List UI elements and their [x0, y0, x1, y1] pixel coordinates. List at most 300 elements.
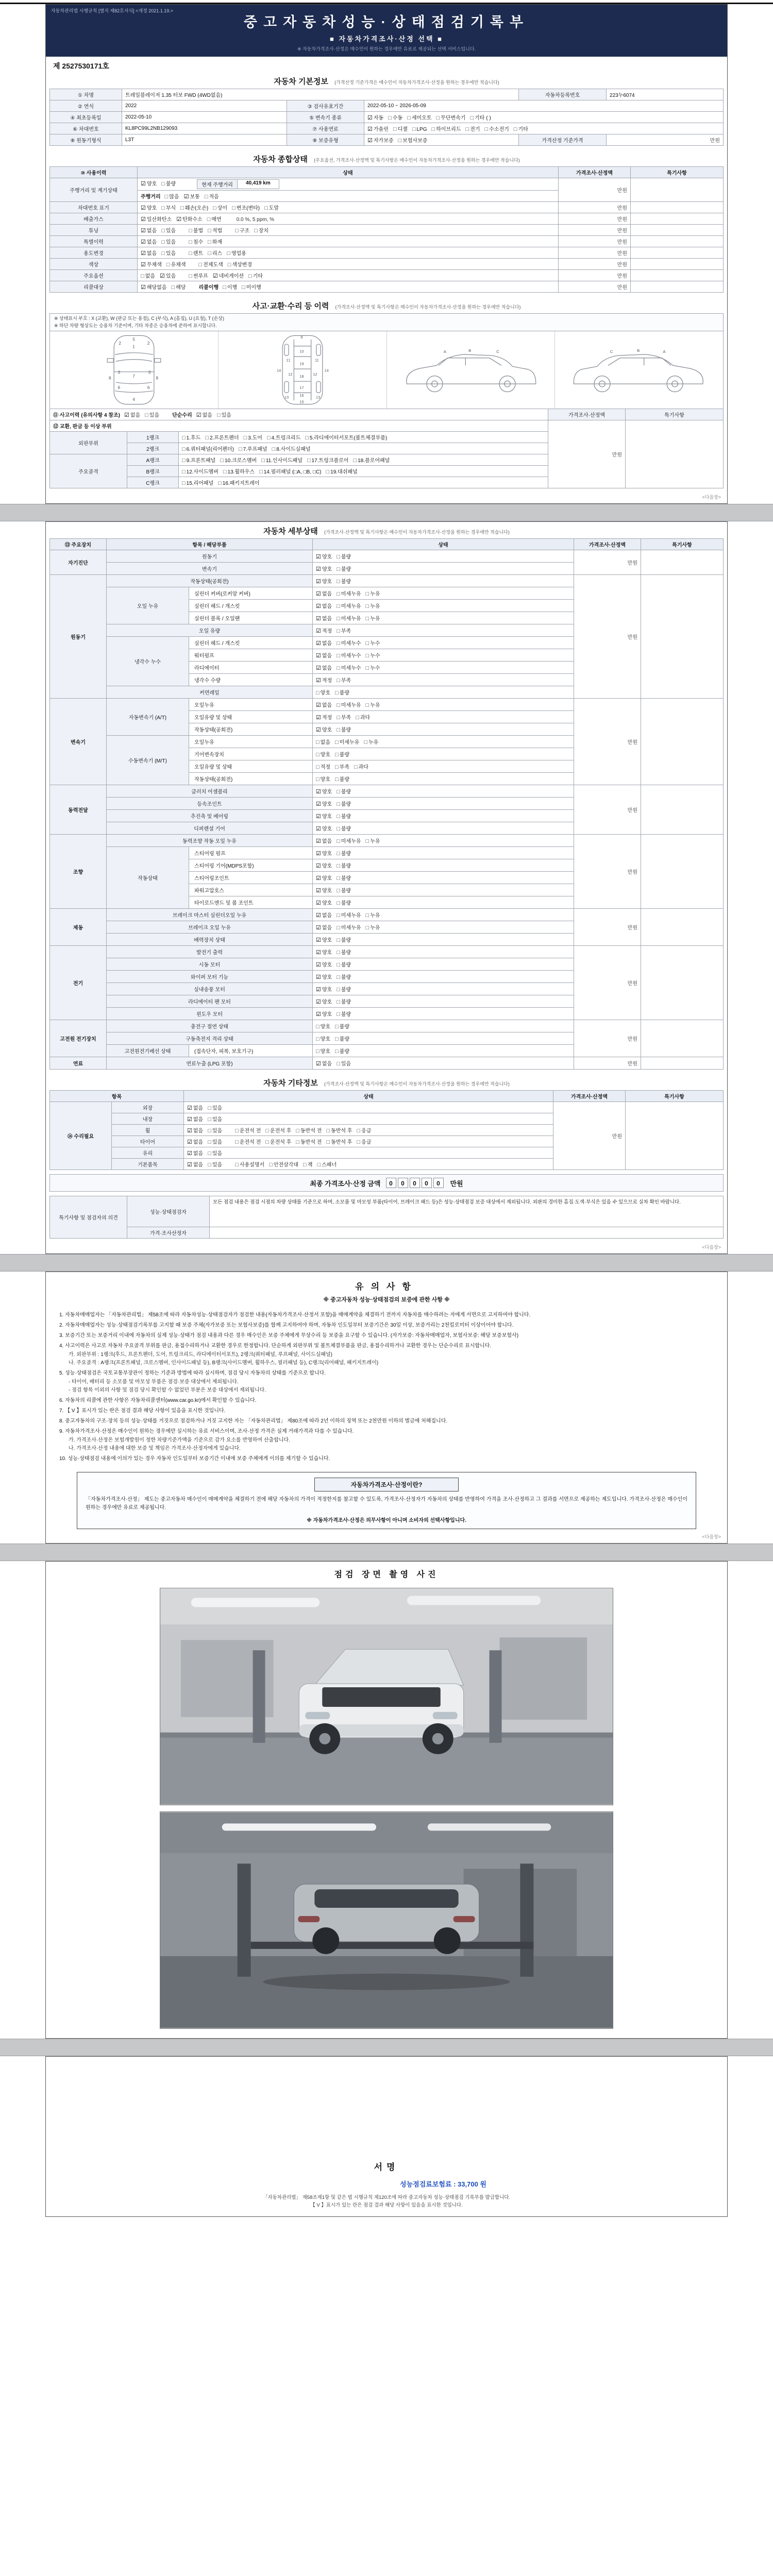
- checkbox-불량[interactable]: □ 불량: [337, 789, 351, 795]
- checkbox-동반석 후[interactable]: □ 동반석 후: [326, 1139, 352, 1145]
- document-subtitle: ■ 자동차가격조사·산정 선택 ■: [329, 35, 443, 43]
- checkbox-양호[interactable]: ☑ 양호: [316, 801, 332, 807]
- checkbox-썬루프[interactable]: □ 썬루프: [189, 273, 208, 279]
- checkbox-18.플로어패널[interactable]: □ 18.플로어패널: [353, 457, 390, 464]
- checkbox-불법[interactable]: □ 불법: [189, 228, 204, 234]
- checkbox-양호[interactable]: ☑ 양호: [316, 579, 332, 585]
- checkbox-있음[interactable]: □ 있음: [208, 1105, 223, 1111]
- checkbox-불량[interactable]: □ 불량: [337, 974, 351, 980]
- checkbox-2.프론트펜더[interactable]: □ 2.프론트펜더: [205, 435, 239, 441]
- checkbox-구조[interactable]: □ 구조: [235, 228, 250, 234]
- checkbox-불량[interactable]: □ 불량: [335, 776, 349, 783]
- checkbox-13.휠하우스[interactable]: □ 13.휠하우스: [223, 469, 255, 475]
- checkbox-불량[interactable]: □ 불량: [337, 888, 351, 894]
- notice-items: [46, 1307, 727, 1466]
- panel-parts-cell: [179, 466, 548, 477]
- column-header: ⑬ 주요장치: [50, 539, 107, 550]
- fee-label: 성능점검료보험료 :: [400, 2180, 456, 2188]
- checkbox-미이행[interactable]: □ 미이행: [242, 284, 261, 291]
- checkbox-변조(변타)[interactable]: □ 변조(변타): [232, 205, 260, 211]
- price-cell: 만원: [548, 420, 626, 488]
- checkbox-없음[interactable]: ☑ 없음: [187, 1128, 204, 1134]
- checkbox-적법[interactable]: □ 적법: [208, 228, 223, 234]
- status-cell: [313, 1057, 574, 1070]
- checkbox-하이브리드[interactable]: □ 하이브리드: [431, 126, 461, 132]
- checkbox-5.라디에이터서포트(볼트체결부품)[interactable]: □ 5.라디에이터서포트(볼트체결부품): [305, 435, 388, 441]
- note-cell: [641, 1020, 724, 1057]
- checkbox-리스[interactable]: □ 리스: [208, 250, 223, 257]
- checkbox-동반석 후[interactable]: □ 동반석 후: [326, 1128, 352, 1134]
- checkbox-양호[interactable]: □ 양호: [316, 752, 330, 758]
- note-cell: [631, 178, 724, 202]
- fee-value: 33,700 원: [458, 2180, 486, 2188]
- checkbox-있음[interactable]: □ 있음: [208, 1128, 223, 1134]
- checkbox-미세누유[interactable]: □ 미세누유: [337, 603, 361, 609]
- checkbox-불량[interactable]: □ 불량: [337, 579, 351, 585]
- status-cell: [313, 983, 574, 995]
- checkbox-누유[interactable]: □ 누유: [365, 603, 380, 609]
- checkbox-화재[interactable]: □ 화재: [208, 239, 223, 245]
- field-label: ⑥ 차대번호: [50, 123, 122, 134]
- unchecked-box-icon: □: [243, 435, 247, 441]
- unchecked-box-icon: □: [337, 912, 340, 919]
- checkbox-있음[interactable]: □ 있음: [216, 412, 231, 418]
- checkbox-있음[interactable]: □ 있음: [208, 1139, 223, 1145]
- checkbox-미세누수[interactable]: □ 미세누수: [337, 640, 361, 647]
- checkbox-없음[interactable]: ☑ 없음: [316, 1061, 332, 1067]
- unchecked-box-icon: □: [316, 739, 320, 745]
- checkbox-불량[interactable]: □ 불량: [335, 690, 349, 696]
- status-options: [316, 787, 356, 795]
- checkbox-색상변경[interactable]: □ 색상변경: [227, 262, 253, 268]
- checkbox-있음[interactable]: ☑ 있음: [159, 273, 176, 279]
- checkbox-group: [235, 226, 273, 234]
- checkbox-유채색[interactable]: □ 유채색: [166, 262, 186, 268]
- status-cell: [184, 1147, 553, 1159]
- checked-box-icon: ☑: [316, 640, 321, 647]
- status-cell: [138, 247, 559, 259]
- checkbox-양호[interactable]: ☑ 양호: [316, 789, 332, 795]
- checkbox-무단변속기[interactable]: □ 무단변속기: [436, 115, 466, 121]
- checkbox-사용설명서[interactable]: □ 사용설명서: [235, 1162, 265, 1168]
- checkbox-없음[interactable]: ☑ 없음: [316, 925, 332, 931]
- checkbox-없음[interactable]: ☑ 없음: [316, 653, 332, 659]
- checkbox-없음[interactable]: ☑ 없음: [141, 228, 157, 234]
- checkbox-불량[interactable]: □ 불량: [161, 181, 176, 188]
- note-cell: [641, 909, 724, 946]
- unchecked-box-icon: □: [337, 851, 340, 857]
- checked-box-icon: ☑: [141, 216, 146, 223]
- checkbox-불량[interactable]: □ 불량: [337, 851, 351, 857]
- checkbox-양호[interactable]: ☑ 양호: [316, 1011, 332, 1018]
- checkbox-없음[interactable]: ☑ 없음: [196, 412, 212, 418]
- checkbox-17.트렁크플로어[interactable]: □ 17.트렁크플로어: [307, 457, 349, 464]
- checkbox-불량[interactable]: □ 불량: [337, 801, 351, 807]
- checkbox-없음[interactable]: ☑ 없음: [316, 702, 332, 708]
- checkbox-있음[interactable]: □ 있음: [208, 1116, 223, 1123]
- checkbox-자가보증[interactable]: ☑ 자가보증: [367, 138, 394, 144]
- checkbox-수동[interactable]: □ 수동: [388, 115, 403, 121]
- checkbox-영업용[interactable]: □ 영업용: [227, 250, 246, 257]
- checked-box-icon: ☑: [316, 1061, 321, 1067]
- section-title-detail: [46, 522, 727, 538]
- checkbox-양호[interactable]: ☑ 양호: [141, 181, 157, 188]
- field-value: 2022-05-10 ~ 2026-05-09: [364, 100, 724, 112]
- item-label: 와이퍼 모터 기능: [107, 971, 313, 983]
- checkbox-없음[interactable]: ☑ 없음: [316, 640, 332, 647]
- checkbox-수소전기[interactable]: □ 수소전기: [484, 126, 509, 132]
- checkbox-미세누유[interactable]: □ 미세누유: [337, 912, 361, 919]
- checkbox-잭[interactable]: □ 잭: [303, 1162, 313, 1168]
- unchecked-box-icon: □: [365, 912, 369, 919]
- checkbox-있음[interactable]: □ 있음: [161, 250, 176, 257]
- checkbox-디젤[interactable]: □ 디젤: [393, 126, 408, 132]
- checkbox-상이[interactable]: □ 상이: [213, 205, 228, 211]
- checkbox-없음[interactable]: ☑ 없음: [316, 912, 332, 919]
- checkbox-양호[interactable]: ☑ 양호: [316, 950, 332, 956]
- checkbox-group: [189, 226, 227, 234]
- checkbox-양호[interactable]: ☑ 양호: [316, 851, 332, 857]
- checkbox-3.도어[interactable]: □ 3.도어: [243, 435, 262, 441]
- checkbox-도말[interactable]: □ 도말: [264, 205, 279, 211]
- checkbox-없음[interactable]: ☑ 없음: [187, 1116, 204, 1123]
- checkbox-LPG[interactable]: □ LPG: [412, 126, 427, 132]
- status-cell: [313, 810, 574, 822]
- checkbox-미세누수[interactable]: □ 미세누수: [337, 665, 361, 671]
- basic-title: 자동차 기본정보: [274, 77, 328, 86]
- checkbox-보통[interactable]: ☑ 보통: [183, 194, 200, 200]
- checkbox-없음[interactable]: ☑ 없음: [141, 239, 157, 245]
- checkbox-탄화수소[interactable]: ☑ 탄화수소: [176, 216, 203, 223]
- checkbox-무채색[interactable]: ☑ 무채색: [141, 262, 162, 268]
- checkbox-양호[interactable]: ☑ 양호: [316, 900, 332, 906]
- basic-info-table: [49, 89, 724, 146]
- repair-item-label: 기본품목: [112, 1159, 184, 1170]
- checkbox-양호[interactable]: ☑ 양호: [316, 875, 332, 882]
- checkbox-없음[interactable]: □ 없음: [316, 739, 330, 745]
- checkbox-양호[interactable]: ☑ 양호: [141, 205, 157, 211]
- checkbox-12.사이드멤버[interactable]: □ 12.사이드멤버: [182, 469, 219, 475]
- checkbox-9.프론트패널[interactable]: □ 9.프론트패널: [182, 457, 216, 464]
- svg-text:3: 3: [148, 369, 151, 375]
- unchecked-box-icon: □: [307, 457, 311, 464]
- checkbox-미세누유[interactable]: □ 미세누유: [337, 925, 361, 931]
- checkbox-양호[interactable]: ☑ 양호: [316, 814, 332, 820]
- checkbox-양호[interactable]: ☑ 양호: [316, 974, 332, 980]
- checkbox-양호[interactable]: ☑ 양호: [316, 727, 332, 733]
- checkbox-불량[interactable]: □ 불량: [337, 987, 351, 993]
- unchecked-box-icon: □: [189, 239, 192, 245]
- unchecked-box-icon: □: [259, 469, 263, 475]
- unchecked-box-icon: □: [337, 579, 340, 585]
- unchecked-box-icon: □: [204, 194, 208, 200]
- etc-note: (가격조사·산정액 및 특기사항은 매수인이 자동차가격조사·산정을 원하는 경우에만 적습니다): [324, 1081, 510, 1087]
- checkbox-있음[interactable]: □ 있음: [145, 412, 160, 418]
- checkbox-누유[interactable]: □ 누유: [364, 739, 379, 745]
- checkbox-동반석 전[interactable]: □ 동반석 전: [296, 1139, 322, 1145]
- unchecked-box-icon: □: [208, 1162, 211, 1168]
- inspection-photo-1: [160, 1588, 613, 1805]
- accident-title: 사고·교환·수리 등 이력: [252, 302, 329, 311]
- checkbox-부족[interactable]: □ 부족: [337, 715, 351, 721]
- checkbox-부족[interactable]: □ 부족: [337, 677, 351, 684]
- checkbox-불량[interactable]: □ 불량: [335, 1024, 349, 1030]
- unchecked-box-icon: □: [171, 284, 175, 291]
- checkbox-누수[interactable]: □ 누수: [365, 640, 380, 647]
- checkbox-양호[interactable]: □ 양호: [316, 776, 330, 783]
- checkbox-과다[interactable]: □ 과다: [356, 715, 371, 721]
- checkbox-불량[interactable]: □ 불량: [337, 566, 351, 572]
- status-options: [316, 960, 356, 968]
- checkbox-양호[interactable]: ☑ 양호: [316, 888, 332, 894]
- checked-box-icon: ☑: [176, 216, 182, 223]
- checkbox-양호[interactable]: □ 양호: [316, 1024, 330, 1030]
- checkbox-불량[interactable]: □ 불량: [335, 752, 349, 758]
- checkbox-있음[interactable]: □ 있음: [208, 1162, 223, 1168]
- checkbox-불량[interactable]: □ 불량: [335, 1036, 349, 1042]
- checkbox-기타 ( )[interactable]: □ 기타 ( ): [470, 115, 491, 121]
- unchecked-box-icon: □: [335, 1048, 339, 1055]
- checkbox-없음[interactable]: ☑ 없음: [316, 838, 332, 844]
- checkbox-양호[interactable]: ☑ 양호: [316, 863, 332, 869]
- checkbox-누유[interactable]: □ 누유: [365, 838, 380, 844]
- checked-box-icon: ☑: [316, 616, 321, 622]
- checkbox-양호[interactable]: ☑ 양호: [316, 937, 332, 943]
- checkbox-불량[interactable]: □ 불량: [337, 814, 351, 820]
- checkbox-불량[interactable]: □ 불량: [337, 950, 351, 956]
- checkbox-없음[interactable]: ☑ 없음: [316, 665, 332, 671]
- checkbox-양호[interactable]: □ 양호: [316, 690, 330, 696]
- status-options: [316, 738, 383, 745]
- checkbox-양호[interactable]: ☑ 양호: [316, 962, 332, 968]
- checkbox-적정[interactable]: ☑ 적정: [316, 715, 332, 721]
- checkbox-없음[interactable]: ☑ 없음: [316, 616, 332, 622]
- checkbox-적정[interactable]: ☑ 적정: [316, 628, 332, 634]
- status-cell: [184, 1159, 553, 1170]
- checkbox-있음[interactable]: □ 있음: [161, 239, 176, 245]
- checkbox-없음[interactable]: ☑ 없음: [316, 603, 332, 609]
- checkbox-불량[interactable]: □ 불량: [337, 999, 351, 1005]
- checkbox-없음[interactable]: ☑ 없음: [187, 1139, 204, 1145]
- checkbox-양호[interactable]: □ 양호: [316, 1036, 330, 1042]
- item-label: 고전원전기배선 상태: [107, 1045, 189, 1057]
- checkbox-11.인사이드패널[interactable]: □ 11.인사이드패널: [261, 457, 303, 464]
- notice-subitem: - 점검 항목 이외의 사항 및 점검 당시 확인할 수 없었던 부분은 보증 대상에서 제외됩니다.: [69, 1387, 266, 1393]
- field-options-cell: [364, 123, 724, 134]
- notice-item: 9. 자동차가격조사·산정은 매수인이 원하는 경우에만 실시하는 유료 서비스이며, 조사·산정 가격은 실제 거래가격과 다를 수 있습니다.: [59, 1429, 354, 1434]
- checkbox-네비게이션[interactable]: ☑ 네비게이션: [212, 273, 244, 279]
- checked-box-icon: ☑: [316, 974, 321, 980]
- checkbox-없음[interactable]: ☑ 없음: [187, 1105, 204, 1111]
- repair-item-label: 타이어: [112, 1136, 184, 1147]
- checkbox-해당[interactable]: □ 해당: [171, 284, 186, 291]
- item-label: 작동상태(공회전): [107, 575, 313, 587]
- item-label: 오일 유량: [107, 624, 313, 637]
- checkbox-불량[interactable]: □ 불량: [337, 727, 351, 733]
- status-cell: [313, 884, 574, 896]
- checkbox-훼손(오손)[interactable]: □ 훼손(오손): [180, 205, 209, 211]
- checkbox-있음[interactable]: □ 있음: [337, 1061, 351, 1067]
- inspector-opinion-table: [49, 1196, 724, 1239]
- unchecked-box-icon: □: [235, 228, 239, 234]
- checkbox-누유[interactable]: □ 누유: [365, 912, 380, 919]
- checkbox-6.쿼터패널(리어펜더)[interactable]: □ 6.쿼터패널(리어펜더): [182, 446, 234, 452]
- status-cell: [313, 649, 574, 662]
- checkbox-미세누수[interactable]: □ 미세누수: [337, 653, 361, 659]
- status-cell: [313, 859, 574, 872]
- checkbox-해당없음[interactable]: ☑ 해당없음: [141, 284, 167, 291]
- checkbox-양호[interactable]: ☑ 양호: [316, 987, 332, 993]
- checkbox-세미오토[interactable]: □ 세미오토: [407, 115, 432, 121]
- status-cell: [184, 1113, 553, 1125]
- price-cell: 만원: [574, 1057, 641, 1070]
- checkbox-미세누유[interactable]: □ 미세누유: [337, 616, 361, 622]
- checkbox-미세누유[interactable]: □ 미세누유: [335, 739, 360, 745]
- checkbox-불량[interactable]: □ 불량: [337, 875, 351, 882]
- checkbox-미세누유[interactable]: □ 미세누유: [337, 702, 361, 708]
- checkbox-10.크로스멤버[interactable]: □ 10.크로스멤버: [220, 457, 257, 464]
- checkbox-운전석 후[interactable]: □ 운전석 후: [265, 1128, 292, 1134]
- checkbox-안전삼각대[interactable]: □ 안전삼각대: [269, 1162, 299, 1168]
- checkbox-과다[interactable]: □ 과다: [354, 764, 368, 770]
- checkbox-양호[interactable]: ☑ 양호: [316, 826, 332, 832]
- checkbox-15.리어패널[interactable]: □ 15.리어패널: [182, 480, 214, 486]
- checkbox-양호[interactable]: ☑ 양호: [316, 999, 332, 1005]
- price-cell: 만원: [559, 178, 631, 202]
- checkbox-누수[interactable]: □ 누수: [365, 653, 380, 659]
- checkbox-기타[interactable]: □ 기타: [248, 273, 263, 279]
- checkbox-가솔린[interactable]: ☑ 가솔린: [367, 126, 389, 132]
- checkbox-누유[interactable]: □ 누유: [365, 591, 380, 597]
- checkbox-적정[interactable]: □ 적정: [316, 764, 330, 770]
- column-header: 가격조사·산정액: [553, 1091, 626, 1102]
- checkbox-부식[interactable]: □ 부식: [161, 205, 176, 211]
- usage-history-label: 주행거리 및 계기상태: [50, 178, 138, 202]
- checkbox-응급[interactable]: □ 응급: [357, 1139, 372, 1145]
- checkbox-8.사이드실패널[interactable]: □ 8.사이드실패널: [272, 446, 311, 452]
- checkbox-19.대쉬패널[interactable]: □ 19.대쉬패널: [326, 469, 358, 475]
- note-cell: [641, 785, 724, 835]
- checkbox-16.패키지트레이[interactable]: □ 16.패키지트레이: [218, 480, 260, 486]
- checkbox-전체도색[interactable]: □ 전체도색: [198, 262, 223, 268]
- checkbox-자동[interactable]: ☑ 자동: [367, 115, 384, 121]
- subpart-label: 냉각수 수량: [189, 674, 313, 686]
- checkbox-group: [189, 249, 251, 257]
- checkbox-불량[interactable]: □ 불량: [337, 863, 351, 869]
- unchecked-box-icon: □: [303, 1162, 307, 1168]
- checkbox-일산화탄소[interactable]: ☑ 일산화탄소: [141, 216, 172, 223]
- status-cell: [138, 202, 559, 213]
- checkbox-부족[interactable]: □ 부족: [337, 628, 351, 634]
- column-header: 항목: [50, 1091, 184, 1102]
- checkbox-누수[interactable]: □ 누수: [365, 665, 380, 671]
- next-page-marker: <다음장>: [702, 1534, 721, 1539]
- unchecked-box-icon: □: [216, 412, 221, 418]
- checkbox-응급[interactable]: □ 응급: [357, 1128, 372, 1134]
- status-options: [316, 664, 384, 671]
- field-value: 만원: [607, 134, 724, 146]
- checkbox-많음[interactable]: □ 많음: [164, 194, 179, 200]
- checkbox-기타[interactable]: □ 기타: [513, 126, 528, 132]
- note-cell: [631, 281, 724, 293]
- status-options: [187, 1104, 227, 1111]
- price-cell: 만원: [574, 835, 641, 909]
- checkbox-불량[interactable]: □ 불량: [337, 900, 351, 906]
- checkbox-양호[interactable]: ☑ 양호: [316, 566, 332, 572]
- checkbox-누유[interactable]: □ 누유: [365, 702, 380, 708]
- checkbox-전기[interactable]: □ 전기: [465, 126, 480, 132]
- checkbox-부족[interactable]: □ 부족: [335, 764, 349, 770]
- field-options: [367, 136, 432, 144]
- repair-item-label: 유리: [112, 1147, 184, 1159]
- checkbox-적음[interactable]: □ 적음: [204, 194, 219, 200]
- checkbox-없음[interactable]: ☑ 없음: [124, 412, 141, 418]
- repair-needed-group-label: ⑭ 수리필요: [50, 1102, 112, 1170]
- checkbox-없음[interactable]: ☑ 없음: [141, 250, 157, 257]
- item-label: 브레이크 마스터 실린더오일 누유: [107, 909, 313, 921]
- checkbox-양호[interactable]: □ 양호: [316, 1048, 330, 1055]
- checkbox-이행[interactable]: □ 이행: [223, 284, 238, 291]
- checkbox-없음[interactable]: □ 없음: [141, 273, 155, 279]
- checkbox-불량[interactable]: □ 불량: [337, 554, 351, 560]
- checkbox-있음[interactable]: □ 있음: [208, 1150, 223, 1157]
- checkbox-미세누유[interactable]: □ 미세누유: [337, 838, 361, 844]
- unchecked-box-icon: □: [365, 653, 369, 659]
- checkbox-14.필러패널 (□A, □B, □C)[interactable]: □ 14.필러패널 (□A, □B, □C): [259, 469, 322, 475]
- checkbox-적정[interactable]: ☑ 적정: [316, 677, 332, 684]
- checkbox-운전석 전[interactable]: □ 운전석 전: [235, 1139, 261, 1145]
- checkbox-없음[interactable]: ☑ 없음: [187, 1150, 204, 1157]
- svg-text:13: 13: [284, 395, 289, 400]
- checkbox-운전석 후[interactable]: □ 운전석 후: [265, 1139, 292, 1145]
- checkbox-누유[interactable]: □ 누유: [365, 616, 380, 622]
- checkbox-7.루프패널[interactable]: □ 7.루프패널: [238, 446, 267, 452]
- checkbox-렌트[interactable]: □ 렌트: [189, 250, 204, 257]
- price-cell: 만원: [574, 550, 641, 575]
- repair-item-label: 내장: [112, 1113, 184, 1125]
- price-cell: 만원: [559, 281, 631, 293]
- checkbox-불량[interactable]: □ 불량: [337, 1011, 351, 1018]
- checkbox-불량[interactable]: □ 불량: [335, 1048, 349, 1055]
- checkbox-미세누유[interactable]: □ 미세누유: [337, 591, 361, 597]
- measured-values: 0.0 %, 5 ppm, %: [236, 217, 275, 223]
- unchecked-box-icon: □: [365, 838, 369, 844]
- checkbox-불량[interactable]: □ 불량: [337, 962, 351, 968]
- checkbox-없음[interactable]: ☑ 없음: [187, 1162, 204, 1168]
- checkbox-누유[interactable]: □ 누유: [365, 925, 380, 931]
- checkbox-없음[interactable]: ☑ 없음: [316, 591, 332, 597]
- item-label: 수동변속기 (M/T): [107, 736, 189, 785]
- checkbox-보험사보증[interactable]: □ 보험사보증: [398, 138, 428, 144]
- item-label: 냉각수 누수: [107, 637, 189, 686]
- panel-group-label: 주요골격: [50, 454, 127, 488]
- unchecked-box-icon: □: [208, 239, 211, 245]
- checkbox-침수[interactable]: □ 침수: [189, 239, 204, 245]
- checkbox-매연[interactable]: □ 매연: [207, 216, 222, 223]
- checkbox-불량[interactable]: □ 불량: [337, 826, 351, 832]
- checkbox-동반석 전[interactable]: □ 동반석 전: [296, 1128, 322, 1134]
- checkbox-운전석 전[interactable]: □ 운전석 전: [235, 1128, 261, 1134]
- checkbox-있음[interactable]: □ 있음: [161, 228, 176, 234]
- checkbox-1.후드[interactable]: □ 1.후드: [182, 435, 201, 441]
- item-label: 동력조향 작동 오일 누유: [107, 835, 313, 847]
- checkbox-불량[interactable]: □ 불량: [337, 937, 351, 943]
- checkbox-스패너[interactable]: □ 스패너: [317, 1162, 337, 1168]
- svg-text:8: 8: [108, 375, 111, 381]
- checkbox-4.트렁크리드[interactable]: □ 4.트렁크리드: [266, 435, 301, 441]
- checkbox-양호[interactable]: ☑ 양호: [316, 554, 332, 560]
- checkbox-장치[interactable]: □ 장치: [254, 228, 269, 234]
